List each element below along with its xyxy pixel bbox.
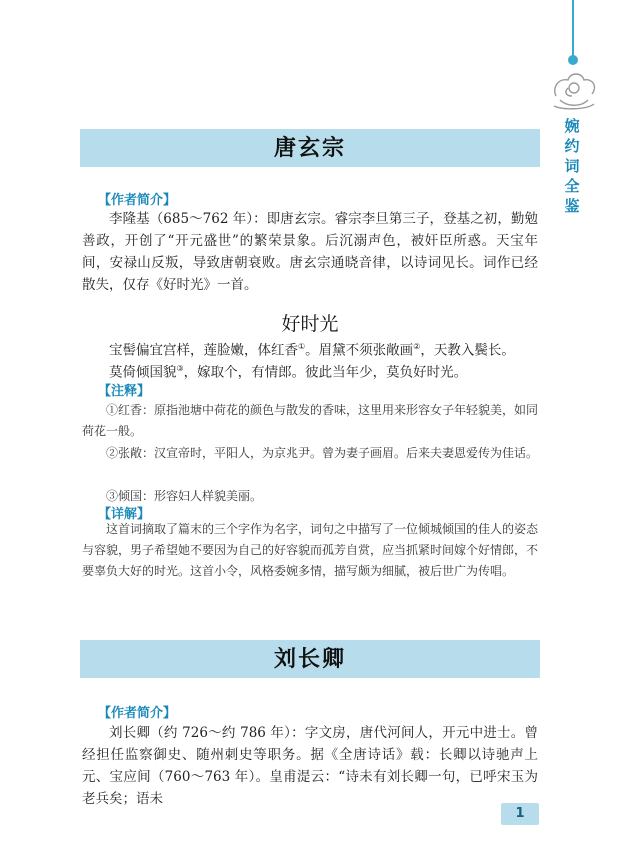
rail-line [572,0,574,58]
author-intro-text: 李隆基（685～762 年）：即唐玄宗。睿宗李旦第三子，登基之初，勤勉善政，开创了“开元盛世”的繁荣景象。后沉溺声色，被奸臣所惑。天宝年间，安禄山反叛，导致唐朝衰败。唐玄宗通晓音律，以诗词见长。词作已经散失，仅存《好时光》一首。 [82,211,538,293]
book-title-vertical [561,116,583,216]
poem-line [82,358,538,384]
commentary-text: 这首词摘取了篇末的三个字作为名字，词句之中描写了一位倾城倾国的佳人的姿态与容貌，男子希望她不要因为自己的好容貌而孤芳自赏，应当抓紧时间嫁个好情郎，不要辜负大好的时光。这首小令，风格委婉多情，描写颇为细腻，被后世广为传唱。 [82,522,539,578]
book-title-char: 全 [564,177,580,195]
cloud-dragon-ornament-icon [548,66,600,112]
section-heading: 唐玄宗 [273,135,346,161]
section-heading-banner [80,640,540,678]
poem-text: ，嫁取个，有情郎。彼此当年少，莫负好时光。 [183,364,468,381]
poem-title: 好时光 [281,313,339,335]
poem-text: 莫倚倾国貌 [109,364,177,381]
section-heading: 刘长卿 [273,646,346,672]
notes-label: 【注释】 [98,384,151,399]
poem-text: 。眉黛不须张敞画 [305,342,414,359]
book-title-char: 婉 [564,117,580,135]
poem-text: ，天教入鬓长。 [420,342,515,359]
commentary-label: 【详解】 [98,507,151,522]
author-intro-text: 刘长卿（约 726～约 786 年）：字文房，唐代河间人，开元中进士。曾经担任监察御史、随州刺史等职务。据《全唐诗话》载：长卿以诗驰声上元、宝应间（760～763 年）。皇甫湜云：“诗未有刘长卿一句，已呼宋玉为老兵矣；语未 [82,725,538,807]
book-title-char: 约 [564,137,580,155]
rail-dot [568,55,578,65]
poem-text: 宝髻偏宜宫样，莲脸嫩，体红香 [109,342,298,359]
note-item: ②张敞：汉宣帝时，平阳人，为京兆尹。曾为妻子画眉。后来夫妻恩爱传为佳话。 [106,446,539,460]
footnote-marker: ② [413,342,421,351]
book-title-char: 鉴 [564,197,580,215]
page-number: 1 [501,803,539,825]
book-title-char: 词 [564,157,580,175]
section-heading-banner [80,129,540,167]
footnote-marker: ① [298,342,306,351]
author-intro-label: 【作者简介】 [98,706,177,721]
footnote-marker: ③ [176,364,184,373]
note-item: ①红香：原指池塘中荷花的颜色与散发的香味，这里用来形容女子年轻貌美，如同荷花一般。 [82,403,539,438]
note-item: ③倾国：形容妇人样貌美丽。 [106,489,263,503]
author-intro-label: 【作者简介】 [98,193,177,208]
